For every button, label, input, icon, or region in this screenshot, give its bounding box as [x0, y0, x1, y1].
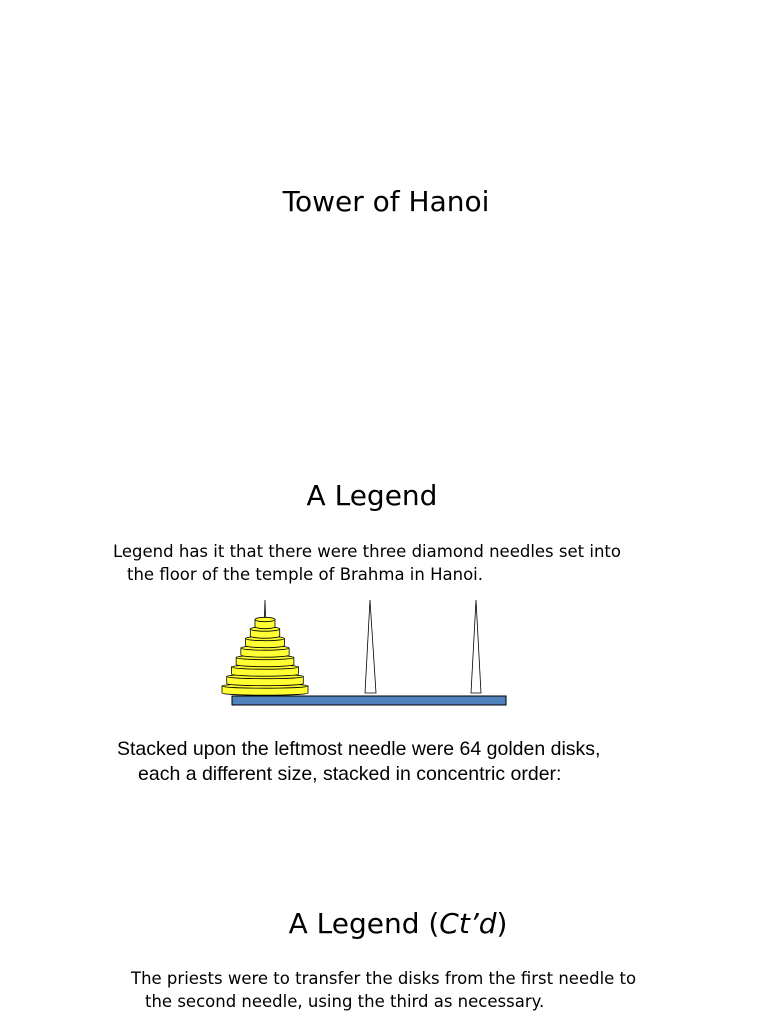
priests-paragraph-line-2: the second needle, using the third as necessary. [145, 992, 545, 1011]
legend-paragraph-line-2: the floor of the temple of Brahma in Hanoi. [127, 565, 483, 584]
a-legend-ctd-title [14, 907, 768, 940]
golden-disk-8 [255, 617, 275, 628]
tower-of-hanoi-title: Tower of Hanoi [282, 185, 490, 218]
needle-2 [365, 600, 376, 693]
disks-caption-line-2: each a different size, stacked in concentric order: [138, 763, 562, 785]
disks-caption [117, 737, 600, 787]
priests-paragraph [131, 967, 636, 1013]
a-legend-ctd-prefix: A Legend ( [288, 907, 440, 940]
disk-stack [222, 617, 308, 695]
a-legend-title: A Legend [306, 479, 438, 512]
needle-3 [471, 600, 481, 693]
disks-caption-line-1: Stacked upon the leftmost needle were 64 golden disks, [117, 738, 601, 760]
legend-paragraph-line-1: Legend has it that there were three diamond needles set into [113, 542, 621, 561]
a-legend-ctd-suffix: ) [496, 907, 508, 940]
priests-paragraph-line-1: The priests were to transfer the disks from the first needle to [131, 969, 637, 988]
base-platform [232, 696, 506, 705]
a-legend-ctd-italic: Ct’d [439, 907, 497, 940]
